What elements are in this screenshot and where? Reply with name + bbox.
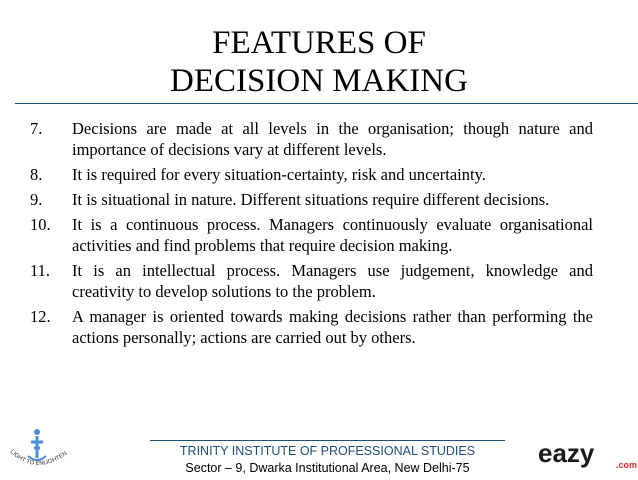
item-number: 12.	[30, 307, 51, 326]
list-item	[30, 164, 593, 185]
institute-logo-icon	[4, 418, 76, 474]
title-line-2: DECISION MAKING	[170, 63, 468, 99]
list-item	[30, 189, 593, 210]
eazy-logo	[538, 438, 638, 474]
svg-text:LIGHT TO ENLIGHTEN	[9, 449, 69, 467]
logo-tagline: LIGHT TO ENLIGHTEN	[8, 449, 69, 468]
item-text: A manager is oriented towards making decisions rather than performing the actions personally; actions are carried out by others.	[72, 307, 593, 347]
item-text: It is situational in nature. Different situations require different decisions.	[72, 190, 550, 209]
item-number: 10.	[30, 215, 51, 234]
item-number: 11.	[30, 261, 51, 280]
list-item	[30, 214, 593, 256]
eazy-logo-suffix: .com	[616, 460, 638, 470]
footer	[150, 440, 505, 480]
item-text: It is a continuous process. Managers continuously evaluate organisational activities and find problems that require decision making.	[72, 215, 593, 255]
list-item	[30, 118, 593, 160]
institute-address: Sector – 9, Dwarka Institutional Area, New Delhi-75	[185, 461, 470, 475]
eazy-logo-text: eazy	[538, 438, 595, 468]
item-text: It is required for every situation-certainty, risk and uncertainty.	[72, 165, 486, 184]
slide-title	[0, 24, 638, 100]
item-number: 7.	[30, 119, 43, 138]
title-divider	[15, 103, 638, 104]
item-number: 9.	[30, 190, 43, 209]
item-text: It is an intellectual process. Managers use judgement, knowledge and creativity to develop solutions to the problem.	[72, 261, 593, 301]
feature-list	[30, 118, 593, 352]
item-number: 8.	[30, 165, 43, 184]
list-item	[30, 306, 593, 348]
institute-name: TRINITY INSTITUTE OF PROFESSIONAL STUDIES	[179, 444, 476, 458]
item-text: Decisions are made at all levels in the organisation; though nature and importance of decisions vary at different levels.	[72, 119, 593, 159]
list-item	[30, 260, 593, 302]
title-line-1: FEATURES OF	[212, 25, 426, 61]
